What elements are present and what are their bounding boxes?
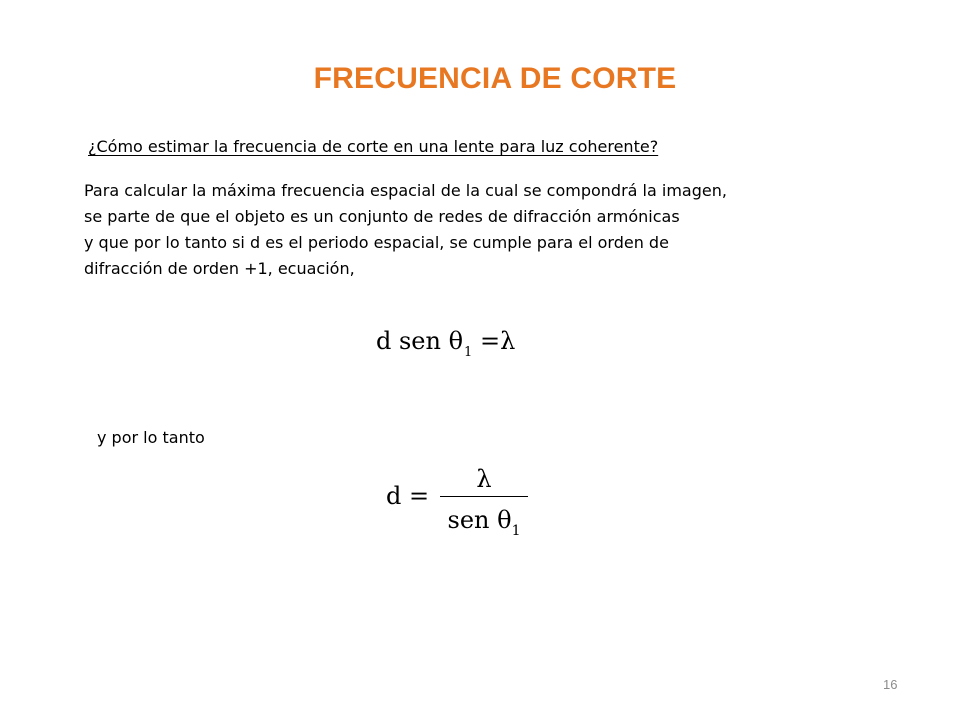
paragraph-line: difracción de orden +1, ecuación, (84, 259, 355, 278)
fraction-bar (440, 496, 528, 497)
explanation-paragraph (84, 178, 884, 282)
denominator-subscript: 1 (511, 523, 521, 539)
question-text: ¿Cómo estimar la frecuencia de corte en una lente para luz coherente? (88, 137, 659, 156)
paragraph-line: y que por lo tanto si d es el periodo espacial, se cumple para el orden de (84, 233, 669, 252)
paragraph-line: se parte de que el objeto es un conjunto de redes de difracción armónicas (84, 207, 680, 226)
period-equation-lhs: d = (386, 482, 430, 510)
equation-lhs: d sen θ (376, 327, 464, 355)
grating-equation (376, 327, 515, 360)
equation-rhs: =λ (472, 327, 516, 355)
page-number: 16 (883, 677, 898, 692)
slide-title: FRECUENCIA DE CORTE (313, 62, 677, 95)
period-fraction (440, 462, 528, 537)
paragraph-line: Para calcular la máxima frecuencia espacial de la cual se compondrá la imagen, (84, 181, 727, 200)
equation-subscript: 1 (464, 345, 473, 360)
fraction-denominator (440, 503, 528, 537)
conjunction-text: y por lo tanto (97, 428, 205, 447)
fraction-numerator: λ (476, 465, 492, 493)
denominator-text: sen θ (447, 506, 512, 534)
